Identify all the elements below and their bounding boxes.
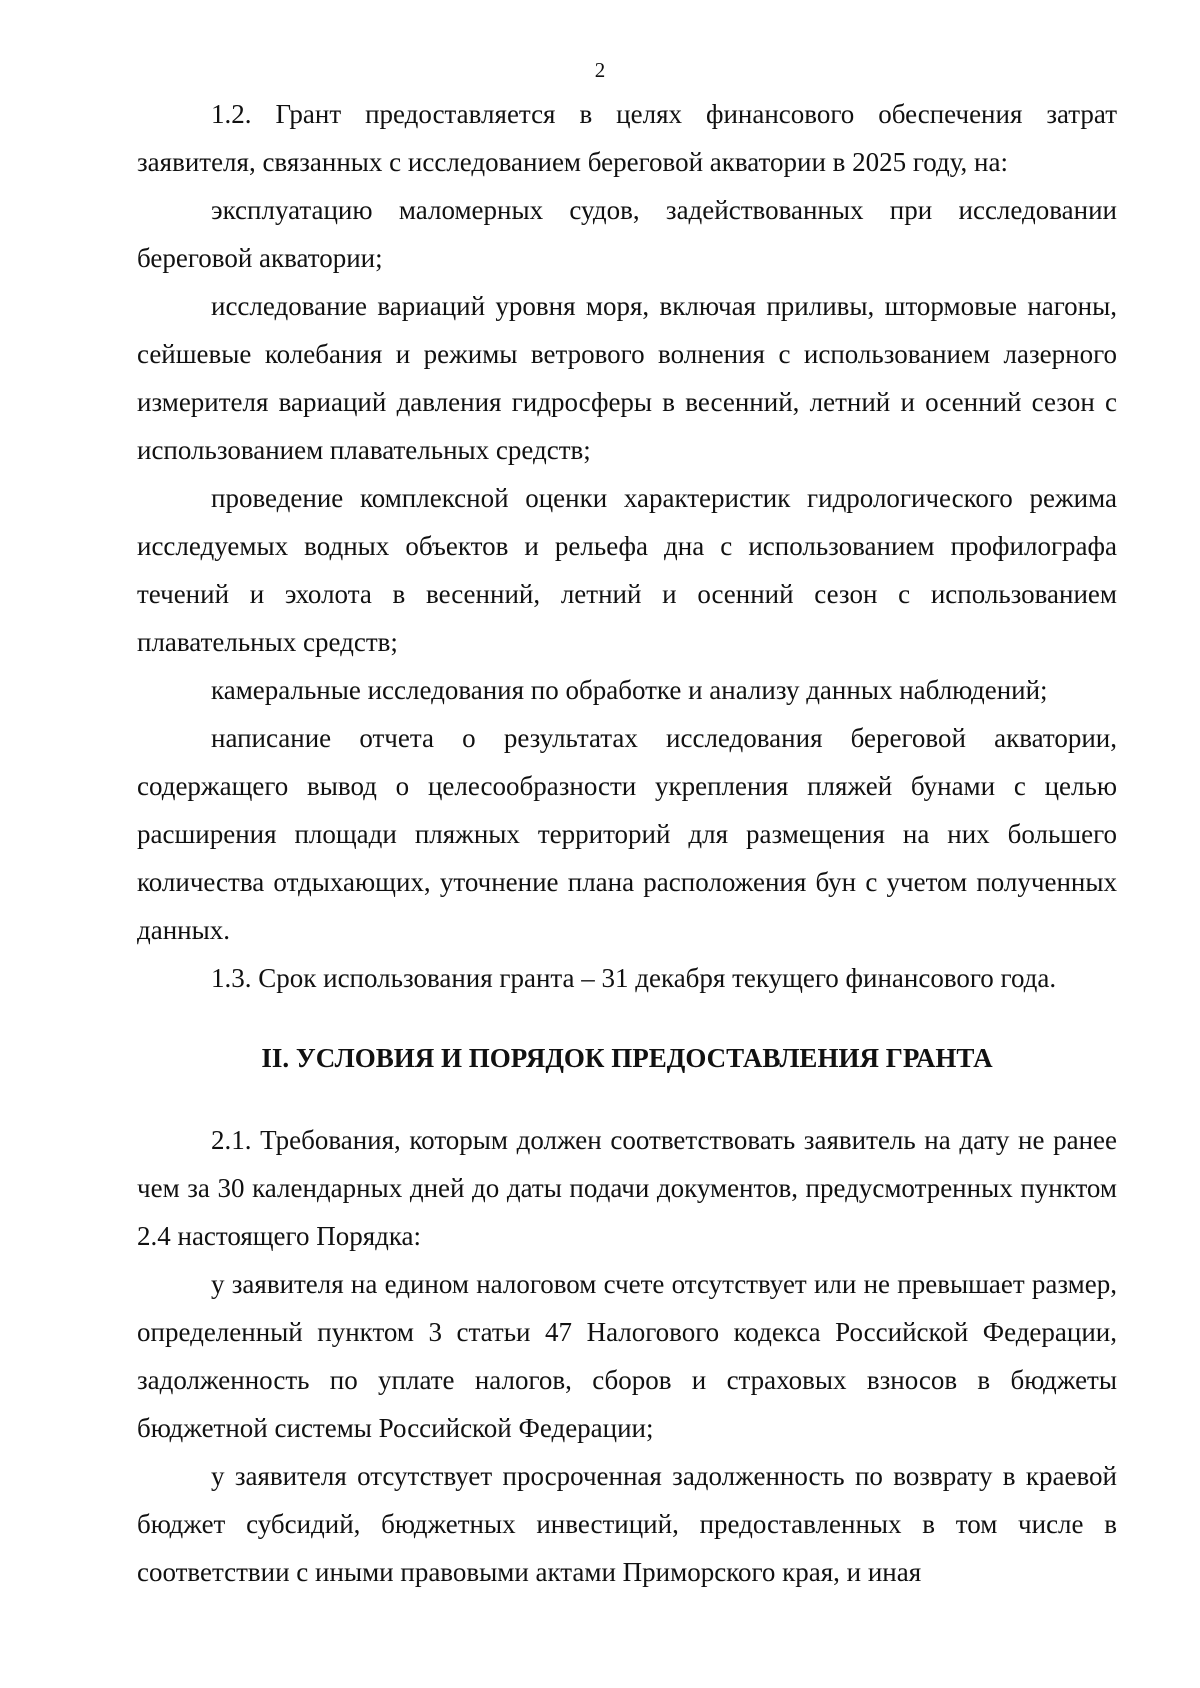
list-item-report: написание отчета о результатах исследования береговой акватории, содержащего вывод о целесообразности укрепления пляжей бунами с целью расширения площади пляжных территорий для размещения на них большего количества отдыхающих, уточнение плана расположения бун с учетом полученных данных. [137, 723, 1117, 945]
list-item-hydrology: проведение комплексной оценки характеристик гидрологического режима исследуемых водных объектов и рельефа дна с использованием профилографа течений и эхолота в весенний, летний и осенний сезон с использованием плавательных средств; [137, 483, 1117, 657]
list-item-sea-level: исследование вариаций уровня моря, включая приливы, штормовые нагоны, сейшевые колебания и режимы ветрового волнения с использованием лазерного измерителя вариаций давления гидросферы в весенний, летний и осенний сезон с использованием плавательных средств; [137, 291, 1117, 465]
document-body [137, 90, 1117, 1596]
list-item-desk-research: камеральные исследования по обработке и анализу данных наблюдений; [211, 675, 1048, 705]
requirement-tax-debt: у заявителя на едином налоговом счете отсутствует или не превышает размер, определенный пунктом 3 статьи 47 Налогового кодекса Российской Федерации, задолженность по уплате налогов, сборов и страховых взносов в бюджеты бюджетной системы Российской Федерации; [137, 1269, 1117, 1443]
paragraph-2-1: 2.1. Требования, которым должен соответствовать заявитель на дату не ранее чем за 30 календарных дней до даты подачи документов, предусмотренных пунктом 2.4 настоящего Порядка: [137, 1125, 1117, 1251]
page-number: 2 [594, 58, 606, 82]
list-item-boats: эксплуатацию маломерных судов, задействованных при исследовании береговой акватории; [137, 195, 1117, 273]
requirement-budget-debt: у заявителя отсутствует просроченная задолженность по возврату в краевой бюджет субсидий, бюджетных инвестиций, предоставленных в том числе в соответствии с иными правовыми актами Приморского края, и иная [137, 1461, 1117, 1587]
paragraph-1-3: 1.3. Срок использования гранта – 31 декабря текущего финансового года. [211, 963, 1057, 993]
section-heading: II. УСЛОВИЯ И ПОРЯДОК ПРЕДОСТАВЛЕНИЯ ГРАНТА [261, 1043, 993, 1073]
paragraph-1-2: 1.2. Грант предоставляется в целях финансового обеспечения затрат заявителя, связанных с исследованием береговой акватории в 2025 году, на: [137, 99, 1117, 177]
